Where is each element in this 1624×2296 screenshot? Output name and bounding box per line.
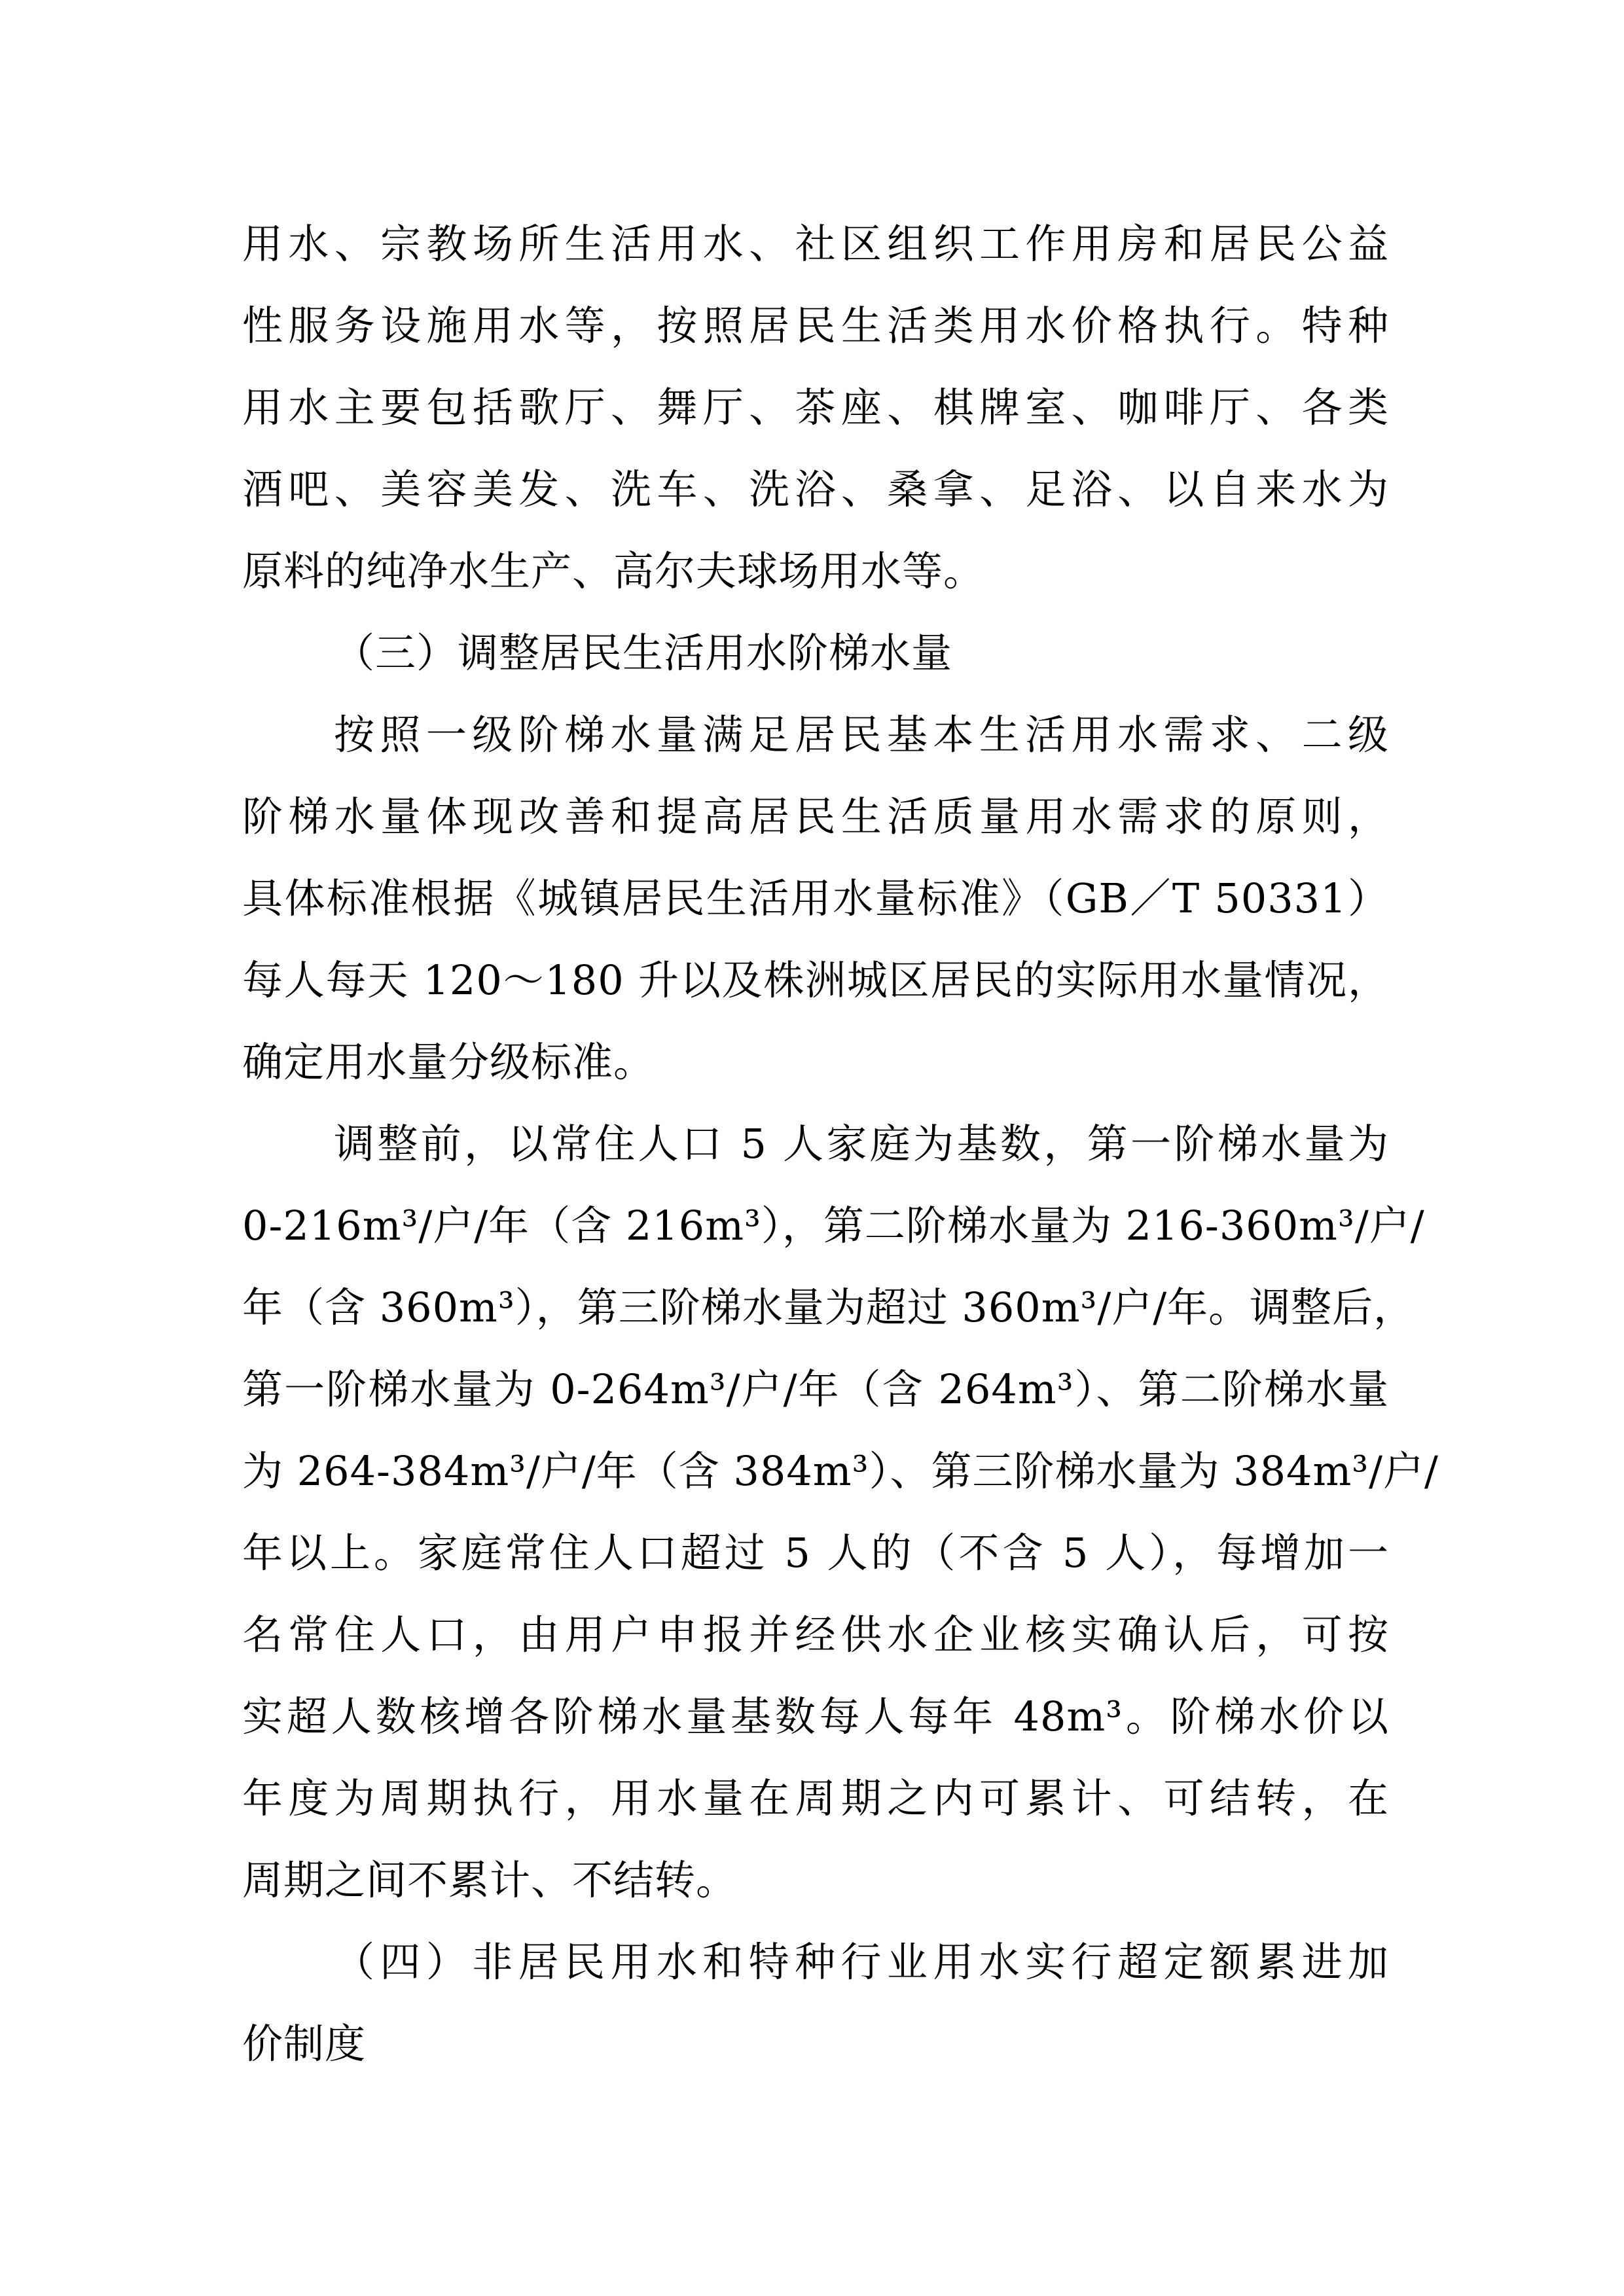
paragraph-3-line: 第一阶梯水量为 0-264m³/户/年（含 264m³）、第二阶梯水量 xyxy=(242,1365,1389,1413)
paragraph-3-line: 为 264-384m³/户/年（含 384m³）、第三阶梯水量为 384m³/户/ xyxy=(242,1447,1439,1495)
paragraph-3-line: 调整前，以常住人口 5 人家庭为基数，第一阶梯水量为 xyxy=(334,1120,1389,1168)
paragraph-1-line: 性服务设施用水等，按照居民生活类用水价格执行。特种 xyxy=(242,302,1389,350)
paragraph-2-line: 确定用水量分级标准。 xyxy=(242,1038,655,1086)
section-heading-4-line: （四）非居民用水和特种行业用水实行超定额累进加 xyxy=(334,1938,1389,1986)
paragraph-2-line: 阶梯水量体现改善和提高居民生活质量用水需求的原则， xyxy=(242,793,1389,840)
paragraph-3-line: 年（含 360m³），第三阶梯水量为超过 360m³/户/年。调整后， xyxy=(242,1283,1415,1331)
paragraph-2-line: 具体标准根据《城镇居民生活用水量标准》（GB／T 50331） xyxy=(242,874,1389,922)
paragraph-3-line: 名常住人口，由用户申报并经供水企业核实确认后，可按 xyxy=(242,1611,1389,1659)
section-heading-3: （三）调整居民生活用水阶梯水量 xyxy=(334,629,953,677)
paragraph-3-line: 0-216m³/户/年（含 216m³），第二阶梯水量为 216-360m³/户/ xyxy=(242,1202,1425,1249)
section-heading-4-line: 价制度 xyxy=(242,2020,367,2068)
paragraph-3-line: 年以上。家庭常住人口超过 5 人的（不含 5 人），每增加一 xyxy=(242,1529,1389,1577)
paragraph-1-line: 原料的纯净水生产、高尔夫球场用水等。 xyxy=(242,547,985,595)
paragraph-1-line: 用水、宗教场所生活用水、社区组织工作用房和居民公益 xyxy=(242,220,1389,268)
paragraph-2-line: 每人每天 120～180 升以及株洲城区居民的实际用水量情况， xyxy=(242,956,1389,1004)
paragraph-3-line: 实超人数核增各阶梯水量基数每人每年 48m³。阶梯水价以 xyxy=(242,1693,1389,1740)
paragraph-1-line: 酒吧、美容美发、洗车、洗浴、桑拿、足浴、以自来水为 xyxy=(242,465,1389,513)
paragraph-3-line: 周期之间不累计、不结转。 xyxy=(242,1856,738,1904)
paragraph-3-line: 年度为周期执行，用水量在周期之内可累计、可结转，在 xyxy=(242,1774,1389,1822)
body-text xyxy=(242,203,1439,2085)
paragraph-2-line: 按照一级阶梯水量满足居民基本生活用水需求、二级 xyxy=(334,711,1389,759)
paragraph-1-line: 用水主要包括歌厅、舞厅、茶座、棋牌室、咖啡厅、各类 xyxy=(242,384,1389,431)
